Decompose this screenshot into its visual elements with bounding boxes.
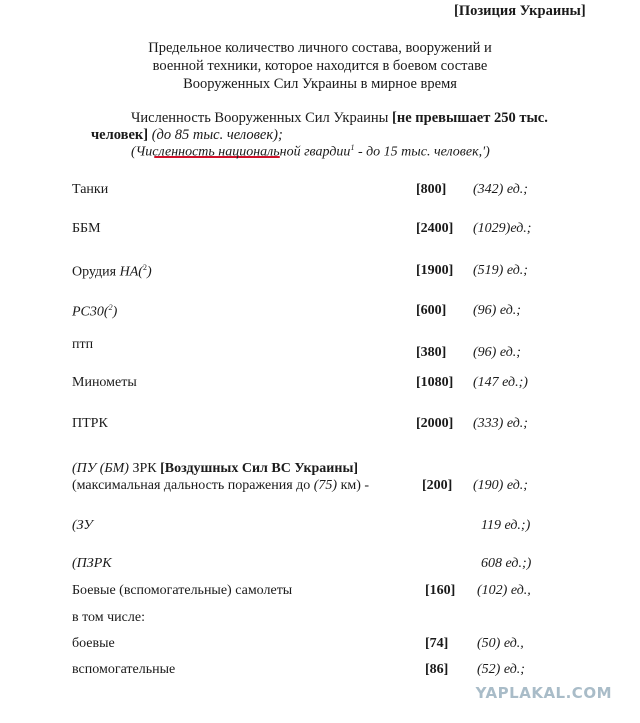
title-line-3: Вооруженных Сил Украины в мирное время — [183, 76, 457, 92]
zrk-value: (190) ед.; — [473, 478, 528, 493]
row-tanks-value: (342) ед.; — [473, 182, 528, 197]
row-ptrk-bracket: [2000] — [416, 416, 454, 431]
row-tanks-bracket: [800] — [416, 182, 447, 197]
aircraft-including: в том числе: — [72, 610, 145, 625]
row-ptp-bracket: [380] — [416, 345, 447, 360]
row-rszo-name: РС30($^2$) — [72, 303, 118, 320]
zrk-line-2: (максимальная дальность поражения до (75) км) - — [72, 478, 370, 493]
aircraft-name: Боевые (вспомогательные) самолеты — [72, 583, 293, 598]
aircraft-aux-bracket: [86] — [425, 662, 449, 677]
aircraft-value: (102) ед., — [477, 583, 531, 598]
row-guns-name: Орудия НА($^2$) — [72, 263, 152, 280]
row-bbm-bracket: [2400] — [416, 221, 454, 236]
aircraft-combat-value: (50) ед., — [477, 636, 524, 651]
row-guns-bracket: [1900] — [416, 263, 454, 278]
aircraft-bracket: [160] — [425, 583, 456, 598]
intro-strength-text: Численность Вооруженных Сил Украины — [131, 110, 389, 126]
aircraft-combat-name: боевые — [72, 636, 115, 651]
row-ptrk-name: ПТРК — [72, 416, 108, 431]
intro-strength-bracket: [не превышает 250 тыс. — [392, 110, 548, 126]
zu-value: 119 ед.;) — [481, 518, 531, 533]
intro-line-2 — [91, 127, 283, 144]
row-rszo-value: (96) ед.; — [473, 303, 521, 318]
intro-85k: (до 85 тыс. человек); — [151, 127, 283, 143]
zrk-line-1: (ПУ (БМ) ЗРК [Воздушных Сил ВС Украины] — [72, 461, 359, 476]
pzrk-value: 608 ед.;) — [481, 556, 532, 571]
row-rszo-bracket: [600] — [416, 303, 447, 318]
row-bbm-value: (1029)ед.; — [473, 221, 532, 236]
aircraft-aux-value: (52) ед.; — [477, 662, 525, 677]
intro-people-bracket: человек] — [91, 127, 149, 143]
intro-line-1 — [131, 110, 548, 127]
row-ptrk-value: (333) ед.; — [473, 416, 528, 431]
pzrk-name: (ПЗРК — [72, 556, 112, 571]
row-tanks-name: Танки — [72, 182, 109, 197]
row-mortars-bracket: [1080] — [416, 375, 454, 390]
row-ptp-value: (96) ед.; — [473, 345, 521, 360]
row-bbm-name: ББМ — [72, 221, 101, 236]
intro-line-3: (Численность национальной гвардии$^1$ - до 15 тыс. человек,') — [131, 143, 490, 160]
title-line-1: Предельное количество личного состава, вооружений и — [148, 40, 492, 56]
zu-name: (ЗУ — [72, 518, 93, 533]
aircraft-aux-name: вспомогательные — [72, 662, 176, 677]
position-label: [Позиция Украины] — [454, 3, 586, 19]
zrk-bracket: [200] — [422, 478, 453, 493]
row-mortars-value: (147 ед.;) — [473, 375, 528, 390]
aircraft-combat-bracket: [74] — [425, 636, 449, 651]
title-line-2: военной техники, которое находится в боевом составе — [152, 58, 488, 74]
row-ptp-name: птп — [72, 337, 94, 352]
row-mortars-name: Минометы — [72, 375, 137, 390]
row-guns-value: (519) ед.; — [473, 263, 528, 278]
watermark-logo: YAPLAKAL.COM — [475, 684, 612, 702]
